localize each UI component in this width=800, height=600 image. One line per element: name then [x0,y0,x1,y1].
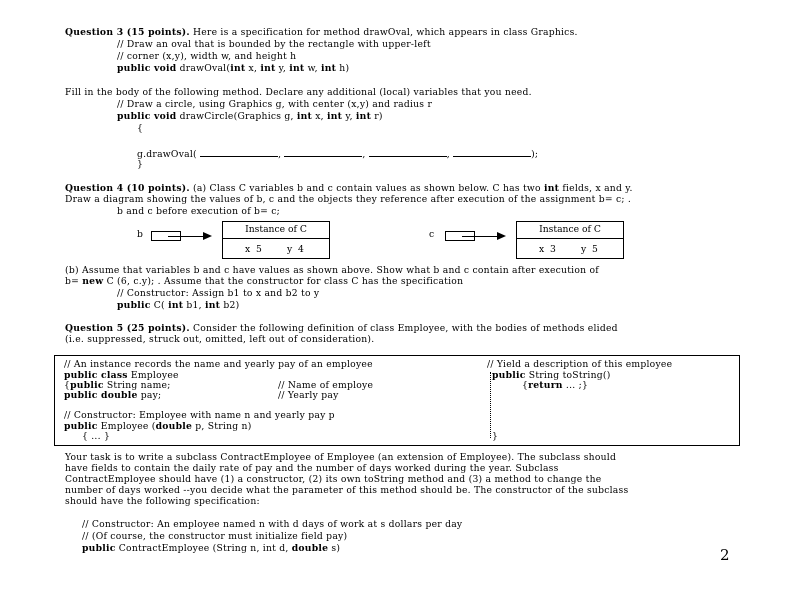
kw-int: int [296,111,313,122]
q4-before-label: b and c before execution of b= c; [117,206,281,217]
q4b-line1: (b) Assume that variables b and c have values as shown above. Show what b and c contain after execution of [65,265,599,276]
kw-int: int [320,63,337,74]
spec-line2: // (Of course, the constructor must initialize field pay) [82,531,348,542]
q4-heading: Question 4 (10 points). [65,183,190,194]
spec-line3: public ContractEmployee (String n, int d, double s) [82,543,341,554]
var-b-label: b [137,229,144,240]
q3-heading: Question 3 (15 points). [65,27,190,38]
q3-signature [117,63,349,74]
arrow-line-b [168,236,206,237]
code-l3: {public String name; [64,380,171,391]
spec-line1: // Constructor: An employee named n with d days of work at s dollars per day [82,519,463,530]
instance-title: Instance of C [517,222,623,239]
kw-int: int [327,111,343,122]
answer-blank-3[interactable] [369,148,447,157]
sig-h: h) [336,63,350,74]
dotted-separator [490,372,491,438]
circle-r: r) [371,111,383,122]
field-x: x 5 [245,244,262,255]
kw-public: public [117,300,151,311]
circle-y: y, [342,111,356,122]
code-r3: {return ... ;} [522,380,589,391]
kw-int: int [205,300,221,311]
task-line3: ContractEmployee should have (1) a constructor, (2) its own toString method and (3) a method to change the [65,474,602,485]
field-y: y 4 [287,244,304,255]
q5-line1: Question 5 (25 points). Consider the following definition of class Employee, with the bodies of methods elided [65,323,618,334]
code-l7: { ... } [82,431,111,442]
q5-heading: Question 5 (25 points). [65,323,190,334]
code-l4-comment: // Yearly pay [278,390,339,401]
answer-blank-4[interactable] [453,148,531,157]
arrow-line-c [462,236,499,237]
answer-blank-2[interactable] [284,148,362,157]
kw-int: int [168,300,184,311]
task-line5: should have the following specification: [65,496,260,507]
kw-int: int [260,63,276,74]
comma: , [278,149,282,160]
field-y: y 5 [581,244,598,255]
call-suffix: ); [531,149,539,160]
arrowhead-b-icon [203,232,212,240]
circle-x: x, [312,111,328,122]
task-line2: have fields to contain the daily rate of pay and the number of days worked during the year. Subclass [65,463,559,474]
sig-name: drawOval( [176,63,231,74]
code-r1: // Yield a description of this employee [487,359,673,370]
code-l2: public class Employee [64,370,179,381]
close-brace: } [137,159,144,170]
q3-fill-instruction: Fill in the body of the following method. Declare any additional (local) variables that you need. [65,87,532,98]
q3-comment1: // Draw an oval that is bounded by the rectangle with upper-left [117,39,431,50]
kw-int: int [355,111,372,122]
code-r4: } [492,431,499,442]
q4-line1 [65,183,633,194]
code-l4: public double pay; [64,390,162,401]
kw-public-void: public void [117,111,177,122]
call-prefix: g.drawOval( [137,149,201,160]
q3-comment2: // corner (x,y), width w, and height h [117,51,297,62]
kw-public-void: public void [117,63,177,74]
sig-w: w, [304,63,321,74]
q3-heading-line [65,27,578,38]
ctor-comment: // Constructor: Assign b1 to x and b2 to y [117,288,320,299]
field-x: x 3 [539,244,556,255]
q4b-line2: b= new C (6, c.y); . Assume that the constructor for class C has the specification [65,276,464,287]
comma: , [446,149,450,160]
page-number: 2 [720,546,730,564]
task-line1: Your task is to write a subclass ContractEmployee of Employee (an extension of Employee). The subclass should [65,452,617,463]
kw-new: new [82,276,104,287]
kw-int: int [543,183,560,194]
code-l6: public Employee (double p, String n) [64,421,252,432]
comma: , [362,149,366,160]
q3-circle-comment: // Draw a circle, using Graphics g, with center (x,y) and radius r [117,99,433,110]
q4-line2: Draw a diagram showing the values of b, c and the objects they reference after execution of the assignment b= c; . [65,194,632,205]
q5-line2: (i.e. suppressed, struck out, omitted, left out of consideration). [65,334,375,345]
code-r2: public String toString() [492,370,611,381]
instance-box-b [222,221,330,259]
answer-blank-1[interactable] [200,148,278,157]
code-l5: // Constructor: Employee with name n and yearly pay p [64,410,335,421]
sig-y: y, [275,63,290,74]
sig-x: x, [245,63,261,74]
kw-int: int [289,63,305,74]
drawoval-call [137,148,538,160]
q4-text: (a) Class C variables b and c contain values as shown below. C has two [189,183,544,194]
kw-int: int [230,63,246,74]
task-line4: number of days worked --you decide what the parameter of this method should be. The constructor of the subclass [65,485,629,496]
code-l3-comment: // Name of employe [278,380,374,391]
q3-intro: Here is a specification for method drawOval, which appears in class Graphics. [189,27,578,38]
instance-title: Instance of C [223,222,329,239]
q3-circle-signature [117,111,383,122]
code-l1: // An instance records the name and yearly pay of an employee [64,359,373,370]
q4-text: fields, x and y. [559,183,633,194]
var-c-label: c [429,229,435,240]
circle-name: drawCircle(Graphics g, [176,111,297,122]
instance-box-c [516,221,624,259]
open-brace: { [137,123,144,134]
ctor-signature: public C( int b1, int b2) [117,300,240,311]
arrowhead-c-icon [497,232,506,240]
